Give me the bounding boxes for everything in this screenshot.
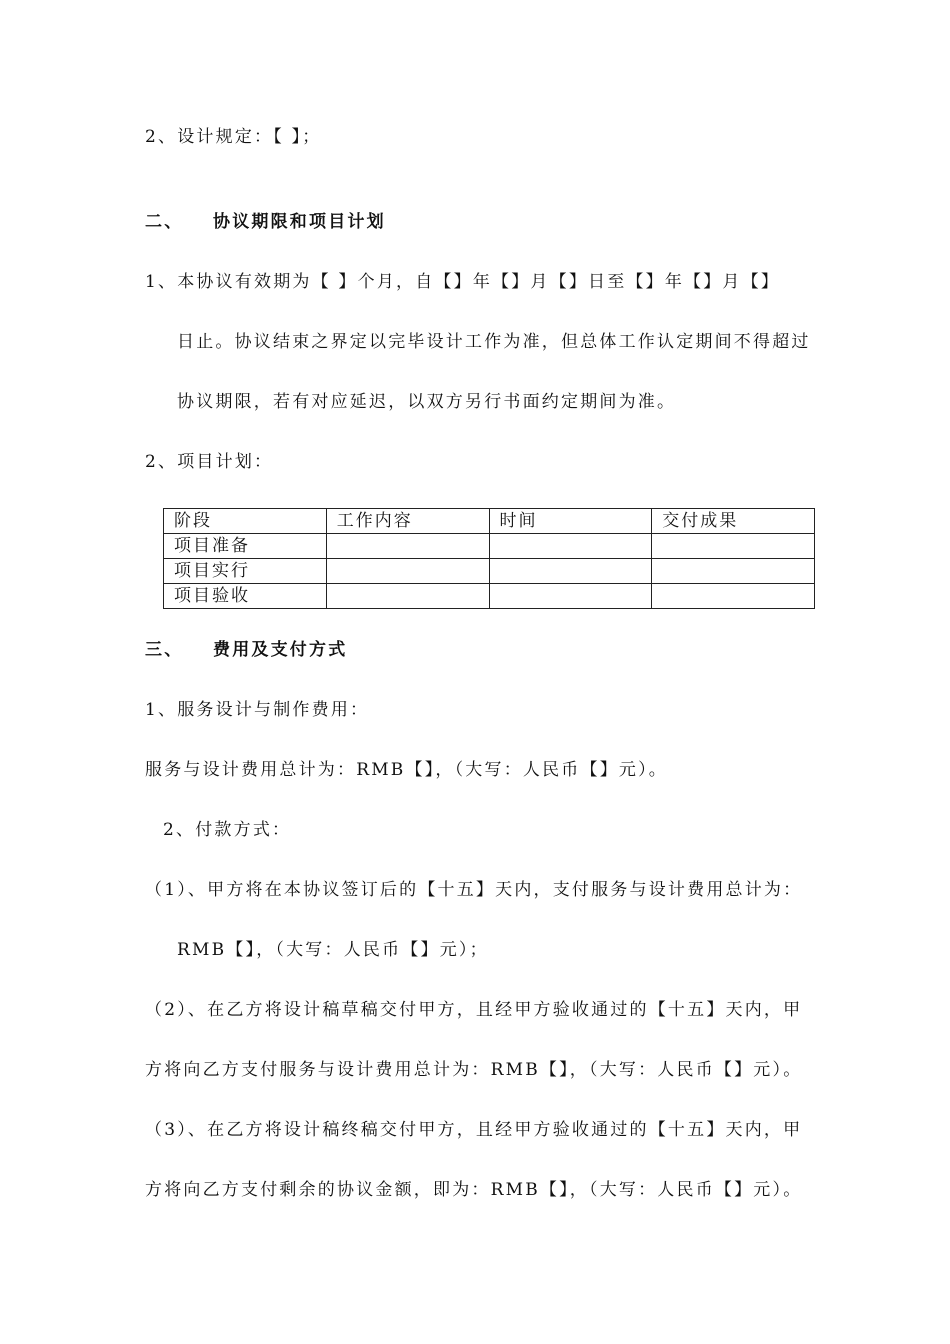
section-three-heading [145, 639, 347, 661]
payment-method-label: 2、付款方式： [163, 820, 292, 840]
payment-line-3: （2）、在乙方将设计稿草稿交付甲方，且经甲方验收通过的【十五】天内，甲 [145, 1000, 803, 1020]
table-header-cell: 交付成果 [652, 509, 815, 534]
table-cell [652, 584, 815, 609]
table-cell: 项目实行 [164, 559, 327, 584]
section-two-title: 协议期限和项目计划 [213, 212, 386, 232]
table-cell [326, 559, 489, 584]
table-header-cell: 工作内容 [326, 509, 489, 534]
table-row [164, 534, 815, 559]
table-cell [326, 584, 489, 609]
project-plan-table [163, 508, 815, 609]
project-plan-label: 2、项目计划： [145, 452, 274, 472]
table-row [164, 584, 815, 609]
section-three-number: 三、 [145, 640, 184, 660]
term-line-1: 1、本协议有效期为【 】个月，自【】年【】月【】日至【】年【】月【】 [145, 272, 781, 292]
table-row [164, 559, 815, 584]
section-two-heading [145, 211, 386, 233]
table-cell [489, 534, 652, 559]
table-header-cell: 时间 [489, 509, 652, 534]
table-cell [326, 534, 489, 559]
payment-line-1: （1）、甲方将在本协议签订后的【十五】天内，支付服务与设计费用总计为： [145, 880, 803, 900]
table-header-cell: 阶段 [164, 509, 327, 534]
table-cell [652, 559, 815, 584]
table-cell [489, 584, 652, 609]
table-cell: 项目验收 [164, 584, 327, 609]
table-cell [652, 534, 815, 559]
fee-label: 1、服务设计与制作费用： [145, 700, 370, 720]
table-header-row [164, 509, 815, 534]
section-two-number: 二、 [145, 212, 184, 232]
payment-line-6: 方将向乙方支付剩余的协议金额，即为：RMB【】，（大写：人民币【】元）。 [145, 1180, 803, 1200]
table-cell [489, 559, 652, 584]
payment-line-2: RMB【】，（大写：人民币【】元）； [177, 940, 489, 960]
term-line-2: 日止。协议结束之界定以完毕设计工作为准，但总体工作认定期间不得超过 [177, 332, 811, 352]
fee-total: 服务与设计费用总计为：RMB【】，（大写：人民币【】元）。 [145, 760, 668, 780]
payment-line-4: 方将向乙方支付服务与设计费用总计为：RMB【】，（大写：人民币【】元）。 [145, 1060, 803, 1080]
design-rules-clause: 2、设计规定：【 】； [145, 127, 322, 147]
section-three-title: 费用及支付方式 [213, 640, 348, 660]
payment-line-5: （3）、在乙方将设计稿终稿交付甲方，且经甲方验收通过的【十五】天内，甲 [145, 1120, 803, 1140]
term-line-3: 协议期限，若有对应延迟，以双方另行书面约定期间为准。 [177, 392, 677, 412]
table-cell: 项目准备 [164, 534, 327, 559]
